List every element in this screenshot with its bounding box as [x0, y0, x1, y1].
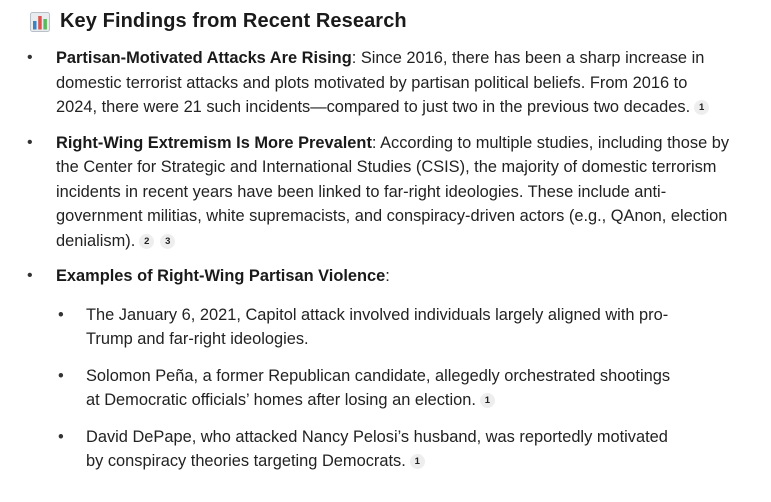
- citation-badge[interactable]: 1: [480, 393, 495, 408]
- example-text: The January 6, 2021, Capitol attack involved individuals largely aligned with pro-Trump and far-right ideologies.: [86, 305, 669, 348]
- finding-item: [0, 131, 771, 254]
- finding-title: Right-Wing Extremism Is More Prevalent: [56, 133, 372, 152]
- examples-sublist: [26, 303, 701, 474]
- finding-item: [0, 46, 771, 120]
- citation-badge[interactable]: 1: [410, 454, 425, 469]
- finding-body: : According to multiple studies, including those by the Center for Strategic and International Studies (CSIS), the majority of domestic terrorism incidents in recent years have been linked to far-right ideologies. These include anti-government militias, white supremacists, and conspiracy-driven actors (e.g., QAnon, election denialism).: [56, 133, 730, 250]
- example-item: [26, 303, 701, 352]
- section-title: Key Findings from Recent Research: [60, 10, 407, 32]
- bullet-marker: •: [27, 133, 33, 151]
- bar-chart-icon: [30, 12, 50, 32]
- finding-title: Partisan-Motivated Attacks Are Rising: [56, 49, 352, 67]
- example-text: Solomon Peña, a former Republican candidate, allegedly orchestrated shootings at Democratic officials’ homes after losing an election.: [86, 366, 671, 409]
- citation-badge[interactable]: 2: [139, 234, 154, 249]
- citation-badge[interactable]: 3: [160, 234, 175, 249]
- sub-bullet-marker: •: [58, 305, 64, 324]
- sub-bullet-marker: •: [58, 366, 64, 385]
- citation-badge[interactable]: 1: [694, 100, 709, 115]
- section-heading: [30, 10, 407, 33]
- findings-list: [0, 46, 771, 474]
- finding-body: : Since 2016, there has been a sharp increase in domestic terrorist attacks and plots motivated by partisan political beliefs. From 2016 to 2024, there were 21 such incidents—compared to just two in the previous two decades.: [56, 49, 705, 116]
- finding-item: [0, 264, 771, 474]
- finding-title: Examples of Right-Wing Partisan Violence: [56, 267, 386, 285]
- bullet-marker: •: [27, 267, 33, 284]
- bullet-marker: •: [27, 49, 33, 66]
- example-text: David DePape, who attacked Nancy Pelosi’s husband, was reportedly motivated by conspiracy theories targeting Democrats.: [86, 427, 668, 470]
- example-item: [26, 425, 701, 474]
- example-item: [26, 364, 701, 413]
- finding-body: :: [385, 267, 390, 285]
- sub-bullet-marker: •: [58, 427, 64, 446]
